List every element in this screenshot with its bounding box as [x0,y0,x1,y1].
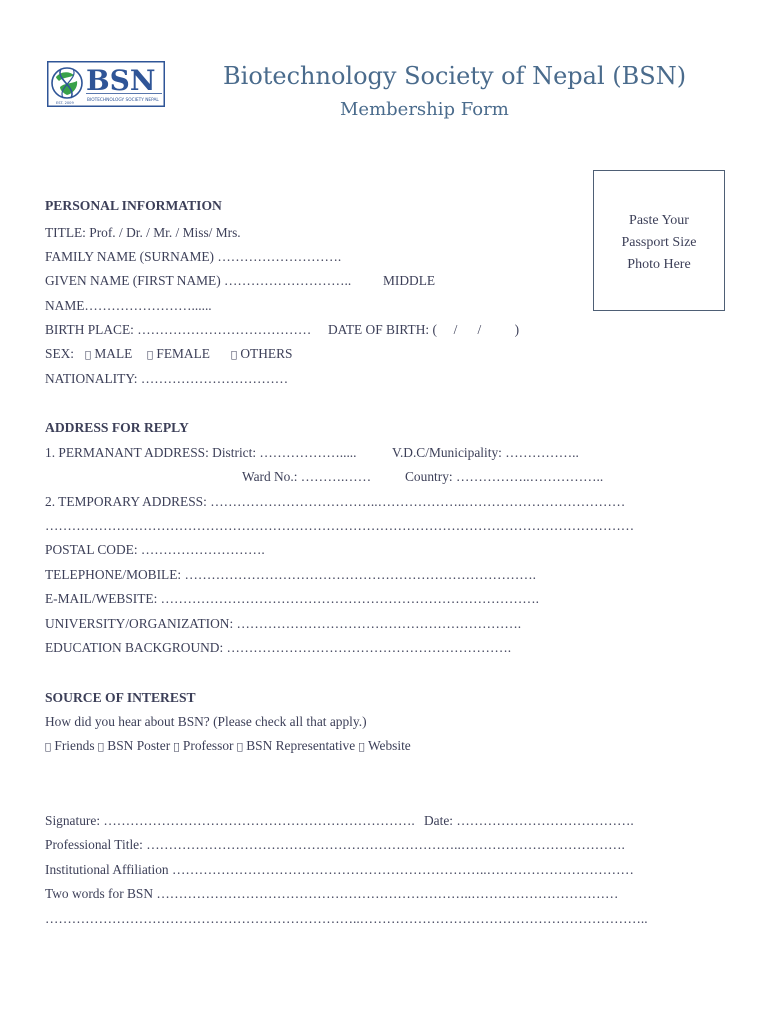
logo-text: BSN [86,64,156,97]
checkbox-icon[interactable] [174,742,180,753]
photo-box-line: Paste Your [629,213,689,228]
interest-option-bsn-poster[interactable] [88,738,170,753]
ward-field[interactable]: Ward No.: ……….…… [242,469,372,484]
checkbox-icon[interactable] [237,742,243,753]
country-field[interactable]: Country: ……………..…………….. [405,469,604,484]
checkbox-icon[interactable] [98,742,104,753]
photo-box-line: Photo Here [627,257,691,272]
option-label: BSN Poster [88,738,152,753]
interest-option-professor[interactable] [154,738,234,753]
sex-option-others[interactable] [231,346,292,362]
interest-option-representative[interactable] [208,738,355,753]
vdc-field[interactable]: V.D.C/Municipality: …………….. [392,445,579,460]
university-field[interactable]: UNIVERSITY/ORGANIZATION: ………………………………………………………. [45,616,522,631]
photo-box[interactable] [593,170,725,311]
education-field[interactable]: EDUCATION BACKGROUND: ………………………………………………………. [45,640,512,655]
sex-option-female[interactable] [147,346,210,362]
checkbox-icon[interactable] [231,350,237,361]
email-field[interactable]: E-MAIL/WEBSITE: …………………………………………………………………………. [45,591,539,606]
permanent-address-field[interactable]: 1. PERMANANT ADDRESS: District: ………………..... [45,445,357,460]
sex-option-label: FEMALE [147,346,201,361]
title-field[interactable]: TITLE: Prof. / Dr. / Mr. / Miss/ Mrs. [45,225,241,240]
option-label: Website [320,738,364,753]
option-label: BSN Representative [208,738,318,753]
signature-field[interactable]: Signature: ……………………………………………………………. [45,813,415,828]
address-heading: ADDRESS FOR REPLY [45,420,189,435]
two-words-field[interactable]: Two words for BSN ……………………………………………………………..…………………………… [45,886,619,901]
middle-label: MIDDLE [383,273,436,288]
option-label: Friends [45,738,86,753]
sex-option-label: OTHERS [231,346,284,361]
family-name-field[interactable]: FAMILY NAME (SURNAME) ………………………. [45,249,342,264]
option-label: Professor [154,738,206,753]
checkbox-icon[interactable] [359,742,365,753]
interest-options [45,738,411,754]
professional-title-field[interactable]: Professional Title: ……………………………………………………………..………………………………. [45,837,625,852]
birth-place-field[interactable]: BIRTH PLACE: ………………………………… [45,322,312,337]
given-name-field[interactable]: GIVEN NAME (FIRST NAME) ……………………….. [45,273,352,288]
bsn-logo [47,61,165,107]
nationality-field[interactable]: NATIONALITY: …………………………… [45,371,289,386]
checkbox-icon[interactable] [45,742,51,753]
sex-option-male[interactable] [85,346,132,362]
temporary-address-continued[interactable]: …………………………………………………………………………………………………………………… [45,518,635,533]
page-title: Biotechnology Society of Nepal (BSN) [223,62,687,90]
interest-question: How did you hear about BSN? (Please check all that apply.) [45,714,367,729]
interest-option-friends[interactable] [45,738,95,753]
page-subtitle: Membership Form [340,99,509,120]
checkbox-icon[interactable] [85,350,91,361]
middle-name-field[interactable]: NAME……………………...... [45,298,212,313]
personal-heading: PERSONAL INFORMATION [45,198,222,213]
postal-code-field[interactable]: POSTAL CODE: ………………………. [45,542,265,557]
sex-option-label: MALE [85,346,123,361]
two-words-continued[interactable]: ……………………………………………………………..……………………………………………………….. [45,911,648,926]
date-of-birth-field[interactable]: DATE OF BIRTH: ( / / ) [328,322,520,337]
logo-tagline: BIOTECHNOLOGY SOCIETY NEPAL [87,98,159,103]
interest-option-website[interactable] [320,738,411,753]
date-field[interactable]: Date: …………………………………. [424,813,634,828]
checkbox-icon[interactable] [147,350,153,361]
photo-box-line: Passport Size [621,235,697,250]
interest-heading: SOURCE OF INTEREST [45,690,196,705]
temporary-address-field[interactable]: 2. TEMPORARY ADDRESS: ………………………………..………………..……………………………… [45,494,626,509]
logo-year: EST. 2009 [56,101,74,105]
telephone-field[interactable]: TELEPHONE/MOBILE: ……………………………………………………………………. [45,567,536,582]
sex-label: SEX: [45,346,75,361]
institutional-affiliation-field[interactable]: Institutional Affiliation ……………………………………………………………..…………………………… [45,862,634,877]
